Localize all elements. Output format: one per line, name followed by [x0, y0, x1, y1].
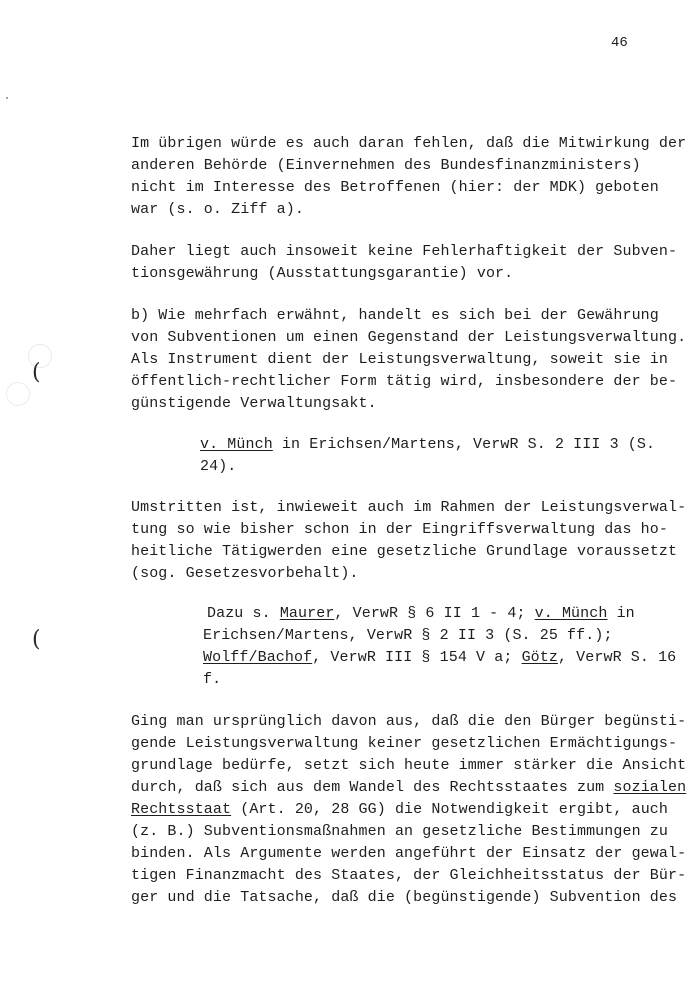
citation-text: , VerwR S. 16 — [557, 649, 677, 666]
text-line: Als Instrument dient der Leistungsverwaltung, soweit sie in — [131, 351, 668, 368]
scan-speck — [6, 97, 8, 99]
margin-bracket-mark: ( — [32, 627, 41, 652]
text-line: 24). — [200, 458, 237, 475]
citation-text: , VerwR III § 154 V a; — [312, 649, 522, 666]
text-line: nicht im Interesse des Betroffenen (hier: der MDK) geboten — [131, 179, 659, 196]
text-line — [203, 649, 676, 667]
text-line: ger und die Tatsache, daß die (begünstigende) Subvention des — [131, 889, 678, 906]
text-line: grundlage bedürfe, setzt sich heute immer stärker die Ansicht — [131, 757, 687, 774]
text-line: (z. B.) Subventionsmaßnahmen an gesetzliche Bestimmungen zu — [131, 823, 668, 840]
text-line: (sog. Gesetzesvorbehalt). — [131, 565, 359, 582]
author-name: v. Münch — [200, 436, 273, 453]
text-line — [131, 779, 686, 797]
text-line — [200, 436, 655, 454]
underlined-term: sozialen — [613, 779, 687, 796]
text-line: anderen Behörde (Einvernehmen des Bundesfinanzministers) — [131, 157, 641, 174]
text-line: tigen Finanzmacht des Staates, der Gleichheitsstatus der Bür- — [131, 867, 687, 884]
author-name: Götz — [521, 649, 558, 666]
text-segment: durch, daß sich aus dem Wandel des Rechtsstaates zum — [131, 779, 614, 796]
text-line: öffentlich-rechtlicher Form tätig wird, insbesondere der be- — [131, 373, 678, 390]
text-line — [131, 801, 668, 819]
citation-text: in — [607, 605, 635, 622]
text-line: Im übrigen würde es auch daran fehlen, daß die Mitwirkung der — [131, 135, 687, 152]
text-line: b) Wie mehrfach erwähnt, handelt es sich bei der Gewährung — [131, 307, 659, 324]
text-line: binden. Als Argumente werden angeführt der Einsatz der gewal- — [131, 845, 687, 862]
text-line: Ging man ursprünglich davon aus, daß die den Bürger begünsti- — [131, 713, 687, 730]
author-name: v. Münch — [534, 605, 608, 622]
text-line: heitliche Tätigwerden eine gesetzliche Grundlage voraussetzt — [131, 543, 678, 560]
citation-text: Dazu s. — [207, 605, 280, 622]
citation-text: , VerwR § 6 II 1 - 4; — [334, 605, 535, 622]
text-line: Erichsen/Martens, VerwR § 2 II 3 (S. 25 ff.); — [203, 627, 613, 644]
citation-text: in Erichsen/Martens, VerwR S. 2 III 3 (S. — [272, 436, 656, 453]
author-name: Maurer — [279, 605, 335, 622]
text-line: von Subventionen um einen Gegenstand der Leistungsverwaltung. — [131, 329, 687, 346]
text-segment: (Art. 20, 28 GG) die Notwendigkeit ergibt, auch — [231, 801, 668, 818]
text-line: gende Leistungsverwaltung keiner gesetzlichen Ermächtigungs- — [131, 735, 678, 752]
underlined-term: Rechtsstaat — [131, 801, 232, 818]
text-line: war (s. o. Ziff a). — [131, 201, 304, 218]
page-number: 46 — [611, 35, 628, 51]
author-name: Wolff/Bachof — [203, 649, 313, 666]
margin-bracket-mark: ( — [32, 360, 41, 385]
text-line: Daher liegt auch insoweit keine Fehlerhaftigkeit der Subven- — [131, 243, 678, 260]
text-line: günstigende Verwaltungsakt. — [131, 395, 377, 412]
text-line — [207, 605, 635, 623]
punch-hole-mark — [6, 382, 30, 406]
text-line: f. — [203, 671, 222, 688]
text-line: Umstritten ist, inwieweit auch im Rahmen der Leistungsverwal- — [131, 499, 687, 516]
text-line: tionsgewährung (Ausstattungsgarantie) vor. — [131, 265, 514, 282]
text-line: tung so wie bisher schon in der Eingriffsverwaltung das ho- — [131, 521, 668, 538]
